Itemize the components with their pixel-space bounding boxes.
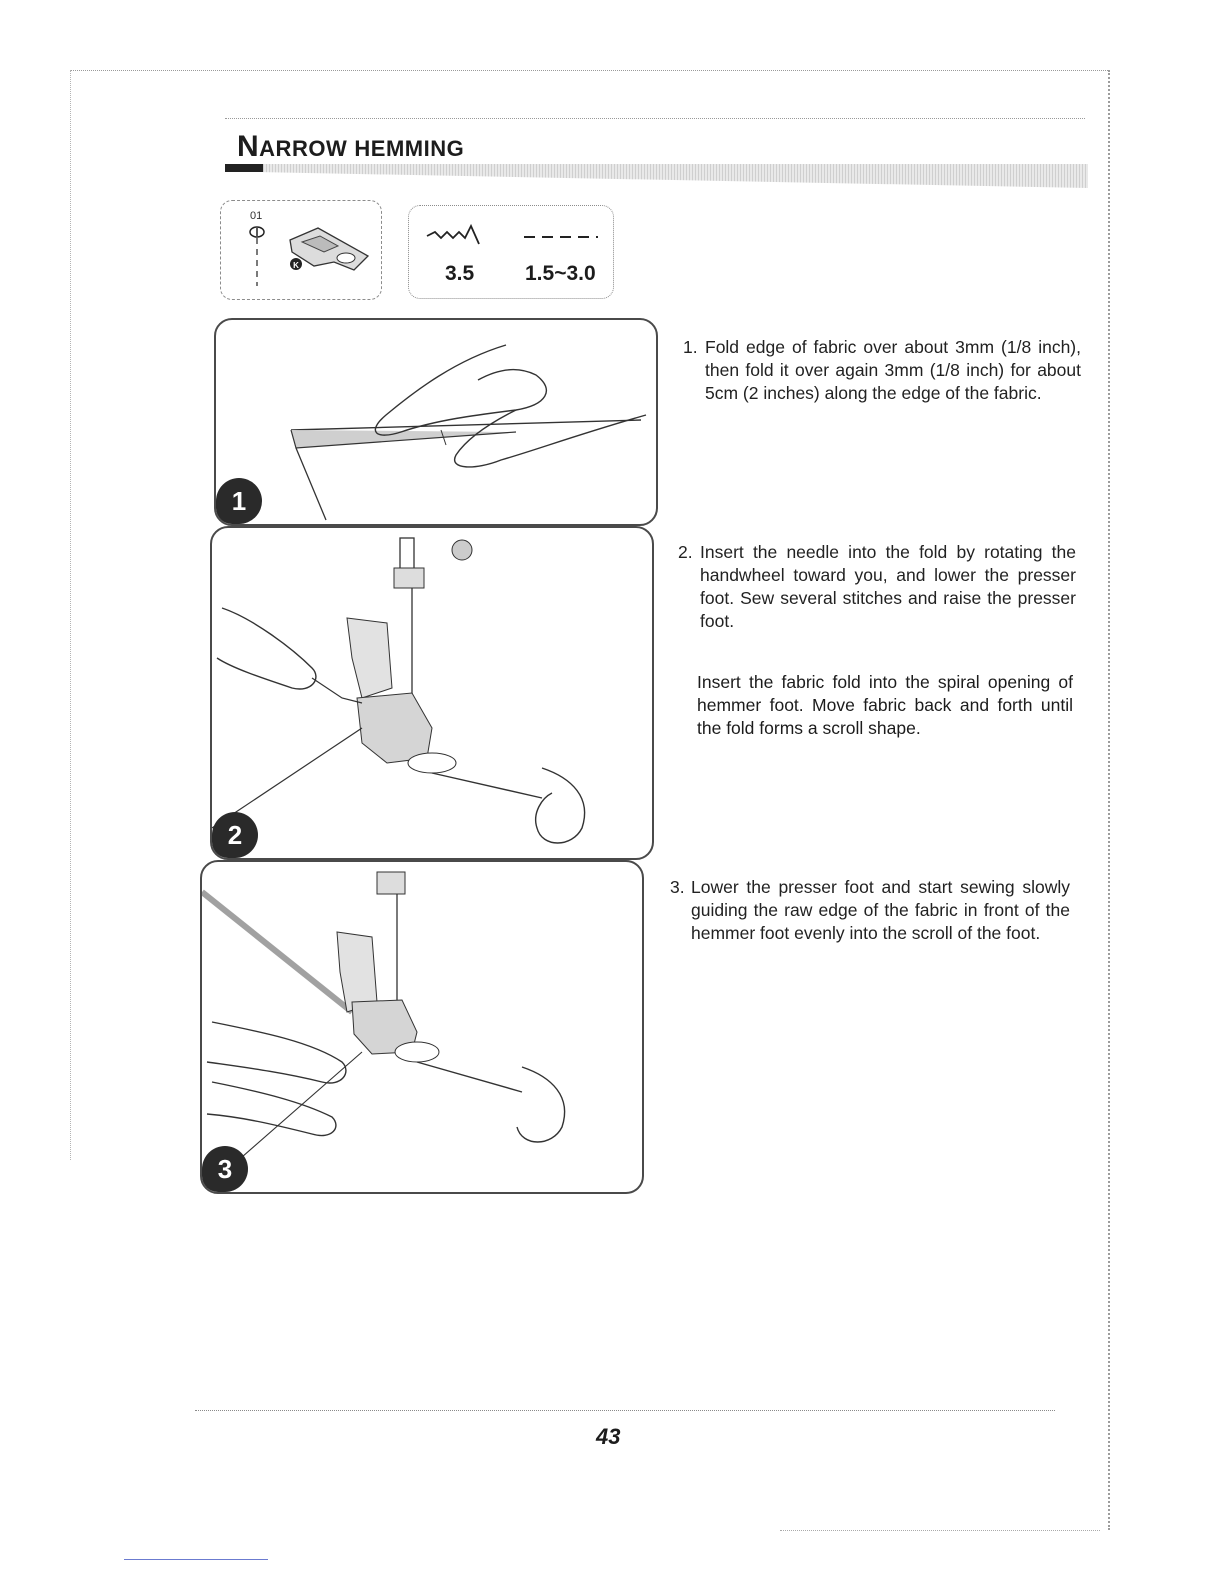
step-3-number: 3. — [670, 877, 685, 897]
page-frame-right — [1108, 70, 1110, 1530]
sewing-illustration — [202, 862, 642, 1192]
step-1-number: 1. — [683, 337, 698, 357]
step-1-body: Fold edge of fabric over about 3mm (1/8 inch), then fold it over again 3mm (1/8 inch) for about 5cm (2 inches) along the edge of the fabric. — [705, 337, 1081, 403]
page-frame-bottom — [780, 1530, 1100, 1531]
illustration-step-1 — [214, 318, 658, 526]
fold-fabric-illustration — [216, 320, 656, 524]
title-rule — [225, 118, 1085, 119]
step-2-extra-text: Insert the fabric fold into the spiral opening of hemmer foot. Move fabric back and forth until the fold forms a scroll shape. — [697, 672, 1073, 738]
hemmer-foot-icon — [284, 222, 374, 282]
insert-needle-illustration — [212, 528, 652, 858]
pattern-number: 01 — [250, 210, 263, 222]
page-number: 43 — [596, 1424, 621, 1449]
step-badge-3: 3 — [202, 1146, 248, 1192]
illustration-step-3 — [200, 860, 644, 1194]
straight-stitch-icon — [522, 230, 602, 244]
stitch-width-value: 3.5 — [445, 262, 475, 285]
illustration-step-2 — [210, 526, 654, 860]
step-badge-2: 2 — [212, 812, 258, 858]
step-badge-1: 1 — [216, 478, 262, 524]
step-2-body: Insert the needle into the fold by rotating the handwheel toward you, and lower the presser foot. Sew several stitches and raise the presser foot. — [700, 542, 1076, 631]
step-3-body: Lower the presser foot and start sewing slowly guiding the raw edge of the fabric in front of the hemmer foot evenly into the scroll of the foot. — [691, 877, 1070, 943]
step-2-text — [678, 541, 1076, 633]
title-accent-bar — [225, 164, 263, 172]
title-word2: HEMMING — [354, 136, 465, 161]
page-title — [237, 130, 464, 164]
step-2-number: 2. — [678, 542, 693, 562]
page-frame-left — [70, 70, 71, 1160]
stitch-length-value: 1.5~3.0 — [525, 262, 596, 285]
step-3-text — [670, 876, 1070, 945]
scan-margin-line — [124, 1559, 268, 1560]
title-shaded-bar — [263, 164, 1088, 188]
footer-rule — [195, 1410, 1055, 1411]
page-frame-top — [70, 70, 1110, 71]
step-1-text — [683, 336, 1081, 405]
title-word1: ARROW — [259, 136, 348, 161]
foot-letter: K — [293, 261, 299, 270]
title-initial: N — [237, 130, 260, 163]
